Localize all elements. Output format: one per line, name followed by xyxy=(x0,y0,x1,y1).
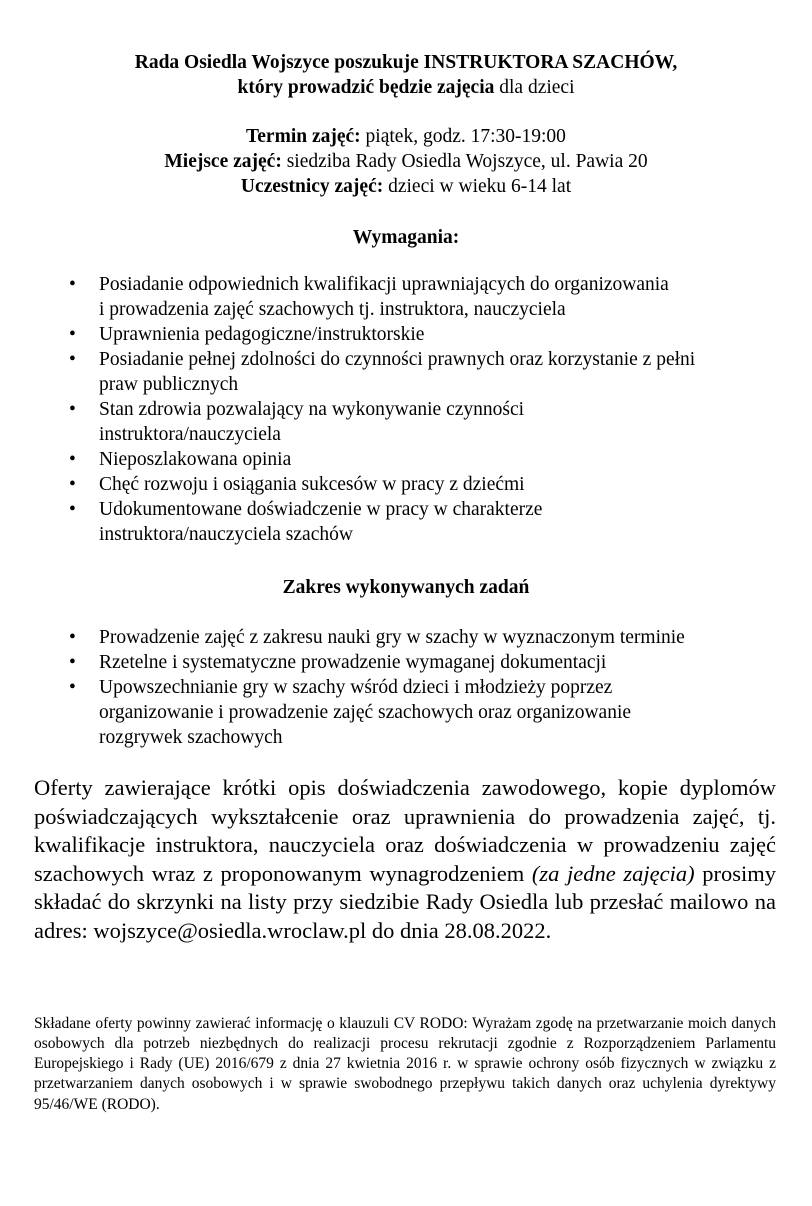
list-item-text: instruktora/nauczyciela xyxy=(99,424,281,445)
bullet-icon: • xyxy=(69,349,76,370)
offer-text-1: Oferty zawierające krótki opis doświadczenia zawodowego, kopie dyplomów poświadczających wykształcenie oraz uprawnienia do prowadzenia zajęć, tj. kwalifikacje instruktora, nauczyciela oraz doświadczenia w prowadzeniu zajęć szachowych wraz z proponowanym wynagrodzeniem xyxy=(34,775,776,886)
task-item xyxy=(34,675,778,750)
requirement-item xyxy=(34,447,778,472)
list-item-text: Posiadanie odpowiednich kwalifikacji uprawniających do organizowania xyxy=(99,274,669,295)
term-value: piątek, godz. 17:30-19:00 xyxy=(360,126,566,147)
requirement-item xyxy=(34,472,778,497)
title-line-2-bold: który prowadzić będzie zajęcia xyxy=(237,77,495,98)
requirements-heading: Wymagania: xyxy=(352,227,460,248)
list-item-text: rozgrywek szachowych xyxy=(99,727,283,748)
term-label: Termin zajęć: xyxy=(246,126,361,147)
place-label: Miejsce zajęć: xyxy=(164,151,282,172)
bullet-icon: • xyxy=(69,274,76,295)
offer-paragraph xyxy=(34,774,778,946)
list-item-text: Udokumentowane doświadczenie w pracy w charakterze xyxy=(99,499,543,520)
announcement-title xyxy=(34,50,778,100)
title-line-2-normal: dla dzieci xyxy=(494,77,575,98)
term-line xyxy=(34,124,778,149)
tasks-list xyxy=(34,625,778,750)
list-item-text: Stan zdrowia pozwalający na wykonywanie czynności xyxy=(99,399,525,420)
participants-label: Uczestnicy zajęć: xyxy=(240,176,384,197)
task-item xyxy=(34,650,778,675)
bullet-icon: • xyxy=(69,677,76,698)
requirement-item xyxy=(34,347,778,397)
list-item-text: Chęć rozwoju i osiągania sukcesów w pracy z dziećmi xyxy=(99,474,525,495)
list-item-text: organizowanie i prowadzenie zajęć szachowych oraz organizowanie xyxy=(99,702,632,723)
requirement-item xyxy=(34,397,778,447)
list-item-text: Upowszechnianie gry w szachy wśród dzieci i młodzieży poprzez xyxy=(99,677,613,698)
bullet-icon: • xyxy=(69,499,76,520)
requirement-item xyxy=(34,272,778,322)
participants-line xyxy=(34,174,778,199)
offer-text-2: prosimy składać do skrzynki na listy przy siedzibie Rady Osiedla lub przesłać mailowo na adres: wojszyce@osiedla.wroclaw.pl do dnia 28.08.2022. xyxy=(34,860,776,943)
list-item-text: Prowadzenie zajęć z zakresu nauki gry w szachy w wyznaczonym terminie xyxy=(99,627,685,648)
list-item-text: Uprawnienia pedagogiczne/instruktorskie xyxy=(99,324,425,345)
bullet-icon: • xyxy=(69,474,76,495)
list-item-text: Posiadanie pełnej zdolności do czynności prawnych oraz korzystanie z pełni xyxy=(99,349,696,370)
offer-italic: (za jedne zajęcia) xyxy=(531,860,695,886)
tasks-heading: Zakres wykonywanych zadań xyxy=(282,577,530,598)
rodo-clause: Składane oferty powinny zawierać informację o klauzuli CV RODO: Wyrażam zgodę na przetwarzanie moich danych osobowych dla potrzeb niezbędnych do realizacji procesu rekrutacji zgodnie z Rozporządzeniem Parlamentu Europejskiego i Rady (UE) 2016/679 z dnia 27 kwietnia 2016 r. w sprawie ochrony osób fizycznych w związku z przetwarzaniem danych osobowych i w sprawie swobodnego przepływu takich danych oraz uchylenia dyrektywy 95/46/WE (RODO). xyxy=(34,1014,776,1113)
place-value: siedziba Rady Osiedla Wojszyce, ul. Pawia 20 xyxy=(281,151,648,172)
participants-value: dzieci w wieku 6-14 lat xyxy=(383,176,572,197)
bullet-icon: • xyxy=(69,627,76,648)
list-item-text: Nieposzlakowana opinia xyxy=(99,449,292,470)
list-item-text: instruktora/nauczyciela szachów xyxy=(99,524,353,545)
requirement-item xyxy=(34,497,778,547)
requirements-list xyxy=(34,272,778,547)
bullet-icon: • xyxy=(69,449,76,470)
place-line xyxy=(34,149,778,174)
task-item xyxy=(34,625,778,650)
list-item-text: i prowadzenia zajęć szachowych tj. instruktora, nauczyciela xyxy=(99,299,566,320)
bullet-icon: • xyxy=(69,324,76,345)
list-item-text: Rzetelne i systematyczne prowadzenie wymaganej dokumentacji xyxy=(99,652,607,673)
bullet-icon: • xyxy=(69,399,76,420)
bullet-icon: • xyxy=(69,652,76,673)
requirement-item xyxy=(34,322,778,347)
class-info xyxy=(34,124,778,199)
title-line-1: Rada Osiedla Wojszyce poszukuje INSTRUKTORA SZACHÓW, xyxy=(134,52,678,73)
list-item-text: praw publicznych xyxy=(99,374,239,395)
